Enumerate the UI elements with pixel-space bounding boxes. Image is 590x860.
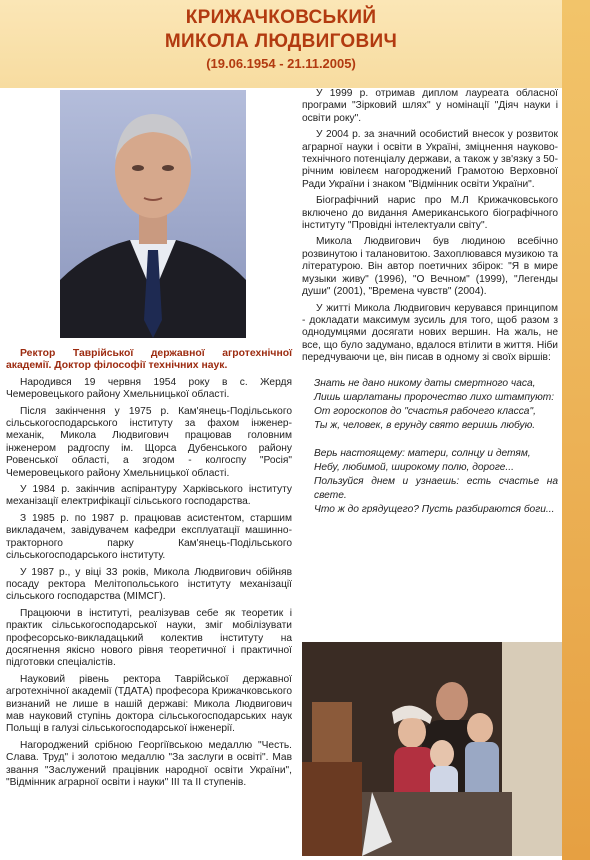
header-banner <box>0 0 562 88</box>
poem-stanza <box>314 377 558 433</box>
paragraph: У 1984 р. закінчив аспірантуру Харківського інституту механізації електрифікації сільського господарства. <box>6 484 292 508</box>
poem-line: Что ж до грядущего? Пусть разбираются боги... <box>314 503 555 515</box>
paragraph: У житті Микола Людвигович керувався принципом - докладати максимум зусиль для того, щоб разом з однодумцями досягати нових вершин. На жаль, не все, що було задумано, вдалося втілити в життя. Ніби передчуваючи це, він писав в одному зі своїх віршів: <box>302 302 558 364</box>
poem-line: Верь настоящему: матери, солнцу и детям, <box>314 447 531 459</box>
paragraph: Біографічний нарис про М.Л Крижачковського включено до видання Американського біографічного інституту "Провідні інтелектуали світу". <box>302 195 558 232</box>
paragraph: Науковий рівень ректора Таврійської державної агротехнічної академії (ТДАТА) професора Крижачковського визнаний не лише в нашій державі: Микола Людвигович мав науковий ступінь доктора сільськогосподарських наук Польщі в галузі сільськогосподарської інженерії. <box>6 673 292 735</box>
paragraph: Після закінчення у 1975 р. Кам'янець-Подільського сільськогосподарського інституту за фахом інженер-механік, Микола Людвигович працював головним інженером радгоспу ім. Щорса Дубенського району Ровенської області, а згодом - колгоспу "Росія" Чемеровецького району Хмельницької області. <box>6 405 292 479</box>
paragraph: Нагороджений срібною Георгіївською медаллю "Честь. Слава. Труд" і золотою медаллю "За заслуги в освіті". Мав звання "Заслужений працівник народної освіти України", "Відмінник аграрної освіти і науки" III та II ступенів. <box>6 739 292 788</box>
paragraph: З 1985 р. по 1987 р. працював асистентом, старшим викладачем, завідувачем кафедри експлуатації машинно-тракторного парку Кам'янець-Подільського сільськогосподарського інституту. <box>6 512 292 562</box>
poem-line: От гороскопов до "счастья рабочего класса", <box>314 405 536 417</box>
person-name-title <box>0 6 562 54</box>
paragraph: Микола Людвигович був людиною всебічно розвинутою і талановитою. Захоплювався музикою та літературою. Він автор поетичних збірок: "Я в мире музыки живу" (1996), "О Вечном" (1999), "Легенды души" (2001), "Времена чувств" (2004). <box>302 236 558 298</box>
paragraph: У 1987 р., у віці 33 років, Микола Людвигович обійняв посаду ректора Мелітопольського інституту механізації сільського господарства (МІМСГ). <box>6 566 292 603</box>
poem-line: Пользуйся днем и узнаешь: есть счастье на свете. <box>314 475 558 501</box>
portrait-photo <box>60 90 246 338</box>
paragraph: У 1999 р. отримав диплом лауреата обласної програми "Зірковий шлях" у номінації "Діяч науки і освіти року". <box>302 88 558 124</box>
left-column <box>6 348 292 793</box>
poem-line: Небу, любимой, широкому полю, дороге... <box>314 461 514 473</box>
decorative-side-strip <box>562 0 590 860</box>
portrait-caption: Ректор Таврійської державної агротехнічної академії. Доктор філософії технічних наук. <box>6 348 292 372</box>
paragraph: Працюючи в інституті, реалізував себе як теоретик і практик сільськогосподарської науки, зміг мобілізувати професорсько-викладацький колектив інституту на досягнення якісно нового рівня теоретичної і практичної підготовки спеціалістів. <box>6 607 292 669</box>
poem-line: Знать не дано никому даты смертного часа, <box>314 377 536 389</box>
given-name: МИКОЛА ЛЮДВИГОВИЧ <box>164 31 398 52</box>
poem <box>314 377 558 517</box>
poem-line: Ты ж, человек, в ерунду свято веришь любую. <box>314 419 536 431</box>
surname: КРИЖАЧКОВСЬКИЙ <box>185 7 377 28</box>
right-column <box>302 88 558 531</box>
poem-stanza <box>314 447 558 517</box>
life-dates: (19.06.1954 - 21.11.2005) <box>206 56 356 71</box>
poem-line: Лишь шарлатаны пророчество лихо штампуют: <box>314 391 555 403</box>
paragraph: У 2004 р. за значний особистий внесок у розвиток аграрної науки і освіти в Україні, зміцнення науково-технічного потенціалу держави, а також у зв'язку з 50-річним ювілеєм нагороджений Грамотою Верховної Ради України і знаком "Відмінник освіти України". <box>302 129 558 190</box>
family-photo <box>302 642 562 856</box>
paragraph: Народився 19 червня 1954 року в с. Жердя Чемеровецького району Хмельницької області. <box>6 376 292 401</box>
